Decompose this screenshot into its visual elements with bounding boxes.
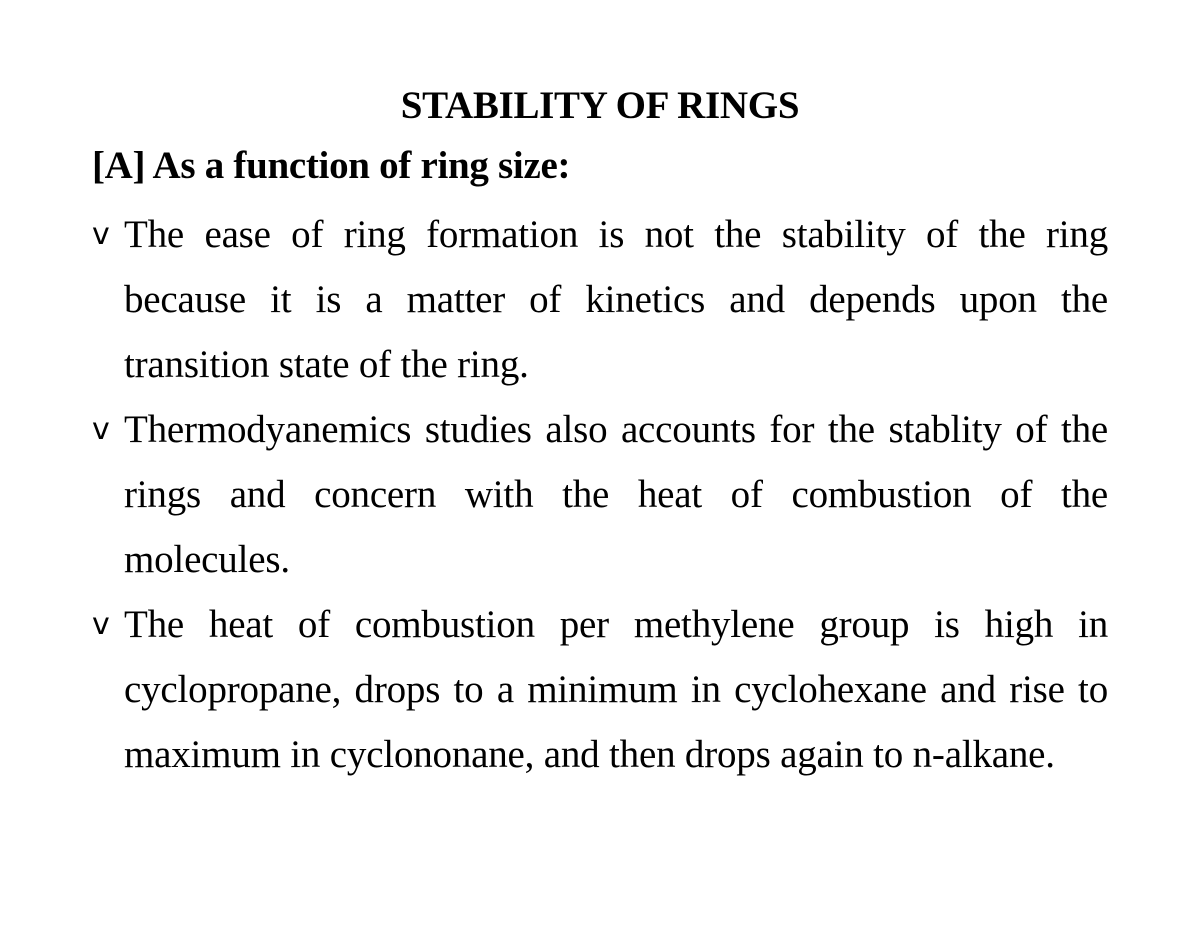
- bullet-item-heat-of-combustion: [92, 592, 1108, 787]
- section-heading: [A] As a function of ring size:: [92, 144, 571, 187]
- bullet-check-icon: v: [92, 217, 110, 252]
- slide-title: STABILITY OF RINGS: [400, 84, 800, 127]
- bullet-item-thermodynamics: [92, 397, 1108, 592]
- bullet-text: The heat of combustion per methylene group is high in cyclopropane, drops to a minimum in cyclohexane and rise to maximum in cyclononane, and then drops again to n-alkane.: [124, 603, 1108, 776]
- bullet-text: The ease of ring formation is not the stability of the ring because it is a matter of kinetics and depends upon the transition state of the ring.: [124, 213, 1108, 386]
- bullet-check-icon: v: [92, 412, 110, 447]
- bullet-list: [92, 202, 1108, 787]
- bullet-text: Thermodyanemics studies also accounts for the stablity of the rings and concern with the heat of combustion of the molecules.: [124, 408, 1108, 581]
- bullet-item-ring-formation: [92, 202, 1108, 397]
- bullet-check-icon: v: [92, 607, 110, 642]
